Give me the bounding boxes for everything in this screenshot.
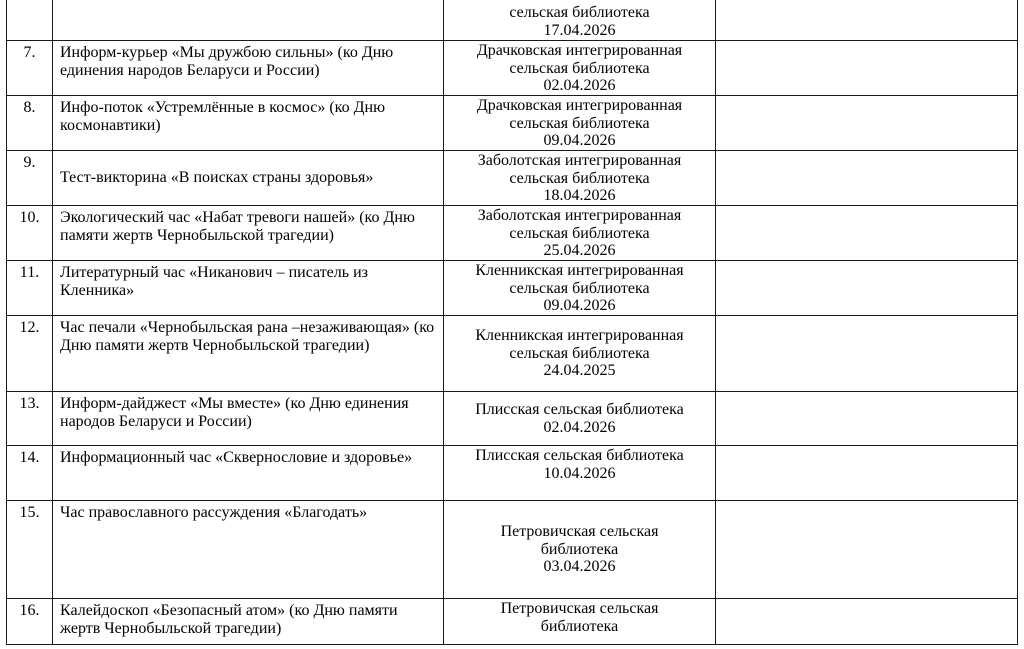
responsible-cell xyxy=(716,316,1018,392)
place-line: библиотека xyxy=(540,540,619,558)
place-date: 09.04.2026 xyxy=(543,132,616,149)
place-line: сельская библиотека xyxy=(509,169,650,187)
event-place xyxy=(444,0,716,41)
events-table xyxy=(6,0,1018,645)
event-title: Инфо-поток «Устремлённые в космос» (ко Дню космонавтики) xyxy=(53,96,444,151)
place-line: сельская библиотека xyxy=(509,279,650,297)
place-date: 09.04.2026 xyxy=(543,297,616,314)
place-line: сельская библиотека xyxy=(509,4,650,21)
responsible-cell xyxy=(716,41,1018,96)
row-number: 8. xyxy=(7,96,53,151)
responsible-cell xyxy=(716,446,1018,501)
place-line: библиотека xyxy=(540,617,619,635)
responsible-cell xyxy=(716,96,1018,151)
event-place xyxy=(444,392,716,446)
place-date: 10.04.2026 xyxy=(543,464,616,482)
table-row xyxy=(7,261,1018,316)
row-number: 15. xyxy=(7,501,53,599)
place-line: сельская библиотека xyxy=(509,224,650,242)
event-place xyxy=(444,501,716,599)
event-title: Информационный час «Сквернословие и здоровье» xyxy=(53,446,444,501)
place-line: Заболотская интегрированная xyxy=(477,152,682,169)
responsible-cell xyxy=(716,392,1018,446)
place-line: Петровичская сельская xyxy=(500,600,659,617)
event-place xyxy=(444,96,716,151)
row-number: 16. xyxy=(7,599,53,645)
place-line: Драчковская интегрированная xyxy=(476,97,683,114)
row-number: 7. xyxy=(7,41,53,96)
place-date: 25.04.2026 xyxy=(543,242,616,259)
event-title: Информ-дайджест «Мы вместе» (ко Дню единения народов Беларуси и России) xyxy=(53,392,444,446)
place-line: Плисская сельская библиотека xyxy=(475,401,684,418)
place-line: Кленникская интегрированная xyxy=(475,327,684,345)
event-title: Калейдоскоп «Безопасный атом» (ко Дню памяти жертв Чернобыльской трагедии) xyxy=(53,599,444,645)
event-place xyxy=(444,446,716,501)
place-line: сельская библиотека xyxy=(509,114,650,132)
place-date: 24.04.2025 xyxy=(543,362,616,380)
event-title: Информ-курьер «Мы дружбою сильны» (ко Дню единения народов Беларуси и России) xyxy=(53,41,444,96)
row-number: 11. xyxy=(7,261,53,316)
place-date: 02.04.2026 xyxy=(543,77,616,94)
responsible-cell xyxy=(716,261,1018,316)
responsible-cell xyxy=(716,501,1018,599)
responsible-cell xyxy=(716,0,1018,41)
event-place xyxy=(444,599,716,645)
event-place xyxy=(444,261,716,316)
place-line: Петровичская сельская xyxy=(500,523,659,541)
place-line: Кленникская интегрированная xyxy=(475,262,684,279)
event-title: Час печали «Чернобыльская рана –незаживающая» (ко Дню памяти жертв Чернобыльской трагедии) xyxy=(53,316,444,392)
row-number: 9. xyxy=(7,151,53,206)
event-title xyxy=(53,0,444,41)
table-row xyxy=(7,41,1018,96)
row-number: 13. xyxy=(7,392,53,446)
event-title: Литературный час «Никанович – писатель из Кленника» xyxy=(53,261,444,316)
table-row xyxy=(7,392,1018,446)
place-line: Заболотская интегрированная xyxy=(477,207,682,224)
event-place xyxy=(444,316,716,392)
event-place xyxy=(444,41,716,96)
event-title: Час православного рассуждения «Благодать» xyxy=(53,501,444,599)
place-line: Драчковская интегрированная xyxy=(476,42,683,59)
table-row xyxy=(7,206,1018,261)
event-place xyxy=(444,206,716,261)
place-date: 17.04.2026 xyxy=(543,21,616,39)
responsible-cell xyxy=(716,599,1018,645)
responsible-cell xyxy=(716,151,1018,206)
event-title: Экологический час «Набат тревоги нашей» (ко Дню памяти жертв Чернобыльской трагедии) xyxy=(53,206,444,261)
responsible-cell xyxy=(716,206,1018,261)
table-row xyxy=(7,599,1018,645)
row-number: 14. xyxy=(7,446,53,501)
event-place xyxy=(444,151,716,206)
place-date: 02.04.2026 xyxy=(543,418,616,436)
place-line: сельская библиотека xyxy=(509,59,650,77)
row-number: 12. xyxy=(7,316,53,392)
place-line: Плисская сельская библиотека xyxy=(475,447,684,464)
event-title: Тест-викторина «В поисках страны здоровья» xyxy=(53,151,444,206)
place-date: 03.04.2026 xyxy=(543,558,616,576)
place-line: сельская библиотека xyxy=(509,344,650,362)
table-row xyxy=(7,501,1018,599)
table-row xyxy=(7,151,1018,206)
row-number xyxy=(7,0,53,41)
table-row xyxy=(7,0,1018,41)
table-row xyxy=(7,316,1018,392)
place-date: 18.04.2026 xyxy=(543,187,616,204)
row-number: 10. xyxy=(7,206,53,261)
table-row xyxy=(7,446,1018,501)
table-row xyxy=(7,96,1018,151)
